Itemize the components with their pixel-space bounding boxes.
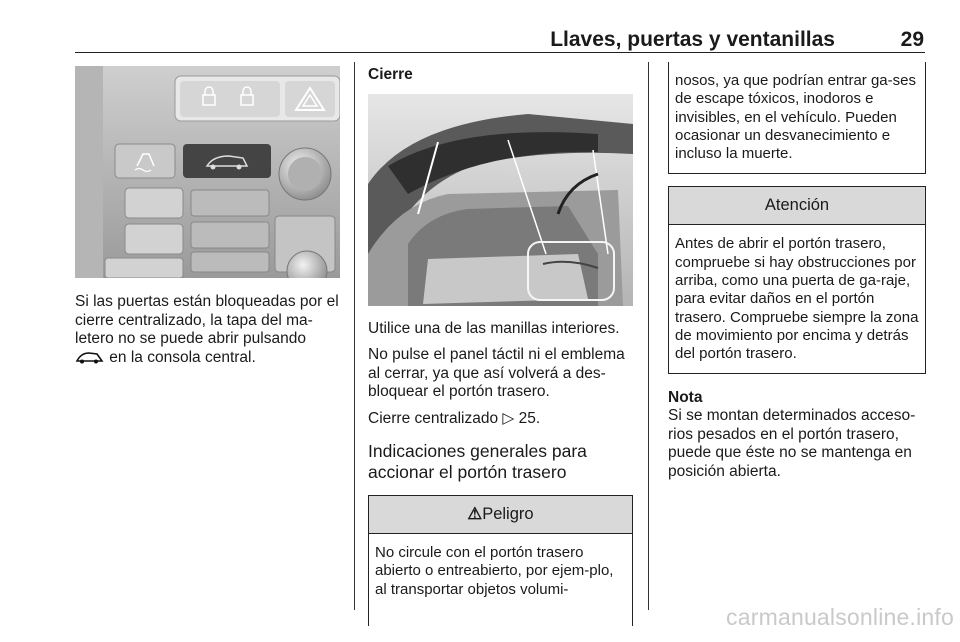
- central-locking-paragraph: Cierre centralizado ▷ 25.: [368, 409, 541, 427]
- section-heading-cierre: Cierre: [368, 66, 413, 83]
- tailgate-car-icon: [75, 350, 105, 364]
- console-paragraph: Si las puertas están bloqueadas por el cierre centralizado, la tapa del ma-letero no se puede abrir pulsando en la consola central.: [75, 293, 339, 366]
- touch-panel-paragraph: No pulse el panel táctil ni el emblema al cerrar, ya que así volverá a des-bloquear el portón trasero.: [368, 346, 625, 400]
- section-subheading: Indicaciones generales para accionar el portón trasero: [368, 441, 587, 482]
- note-heading: Nota: [668, 388, 703, 406]
- footer-watermark: carmanualsonline.info: [726, 604, 954, 630]
- page-reference-arrow-icon: ▷: [502, 409, 515, 427]
- column-divider: [354, 62, 355, 610]
- attention-box-title: Atención: [669, 187, 925, 225]
- column-2: [368, 66, 633, 626]
- attention-text: Antes de abrir el portón trasero, compruebe si hay obstrucciones por arriba, como una puerta de ga-raje, para evitar daños en el portón trasero. Compruebe siempre la zona de movimiento por encima y detrás del portón trasero.: [675, 235, 919, 363]
- danger-box: [368, 495, 633, 626]
- attention-box: [668, 186, 926, 373]
- column-divider: [648, 62, 649, 610]
- danger-text: No circule con el portón trasero abierto o entreabierto, por ejem-plo, al transportar objetos volumi-: [375, 544, 614, 598]
- note-text: Si se montan determinados acceso-rios pesados en el portón trasero, puede que éste no se mantenga en posición abierta.: [668, 407, 916, 480]
- column-3: [668, 62, 926, 481]
- tailgate-photo: [368, 94, 633, 306]
- page-number: 29: [900, 28, 924, 51]
- danger-box-continued: [668, 62, 926, 174]
- warning-triangle-icon: ⚠: [467, 505, 483, 523]
- center-console-photo: [75, 66, 340, 278]
- header-title: Llaves, puertas y ventanillas: [550, 28, 835, 51]
- danger-continued-text: nosos, ya que podrían entrar ga-ses de escape tóxicos, inodoros e invisibles, en el vehículo. Pueden ocasionar un desvanecimiento e incluso la muerte.: [675, 72, 916, 163]
- header-rule: [75, 52, 925, 53]
- danger-box-title: ⚠Peligro: [369, 496, 632, 534]
- column-1: [75, 66, 340, 367]
- handles-paragraph: Utilice una de las manillas interiores.: [368, 319, 620, 337]
